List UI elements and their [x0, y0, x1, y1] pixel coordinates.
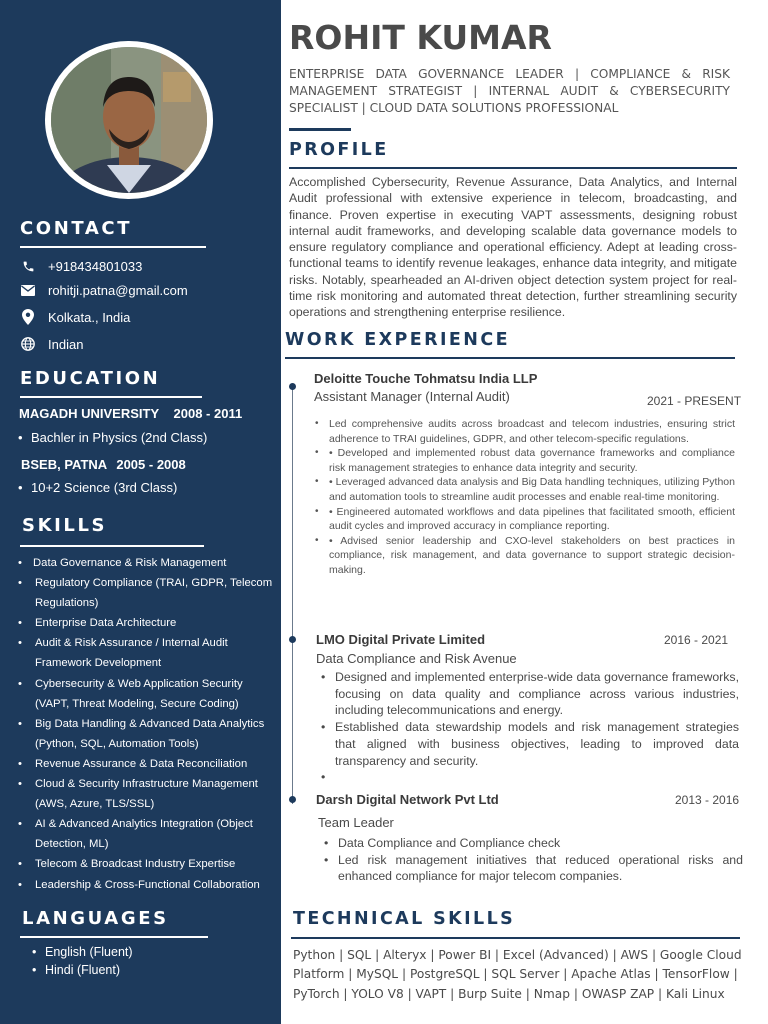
skill-item: • Data Governance & Risk Management — [33, 553, 277, 573]
language-item: • Hindi (Fluent) — [45, 962, 133, 980]
job-bullet: • • Developed and implemented robust data governance frameworks and compliance risk management strategies to enhance data integrity and security. — [329, 446, 735, 475]
skill-item: • Audit & Risk Assurance / Internal Audit Framework Development — [33, 633, 277, 673]
profile-divider — [289, 167, 737, 169]
job-role: Data Compliance and Risk Avenue — [316, 651, 517, 666]
job-bullet: • Led risk management initiatives that reduced operational risks and enhanced compliance for major telecom companies. — [338, 852, 743, 885]
skill-item: • AI & Advanced Analytics Integration (Object Detection, ML) — [33, 814, 277, 854]
job-bullets — [338, 835, 743, 885]
languages-divider — [20, 936, 208, 938]
job-bullets — [335, 669, 739, 786]
profile-heading: PROFILE — [289, 140, 389, 160]
education-institution: BSEB, PATNA — [21, 457, 107, 472]
skill-item: • Leadership & Cross-Functional Collaboration — [33, 875, 277, 895]
language-item: • English (Fluent) — [45, 944, 133, 962]
skill-item: • Cybersecurity & Web Application Security (VAPT, Threat Modeling, Secure Coding) — [33, 674, 277, 714]
contact-divider — [20, 246, 206, 248]
job-bullet: • • Leveraged advanced data analysis and Big Data handling techniques, utilizing Python and automation tools to streamline audit processes and enable real-time monitoring. — [329, 475, 735, 504]
job-company: Deloitte Touche Tohmatsu India LLP — [314, 371, 538, 386]
skill-item: • Regulatory Compliance (TRAI, GDPR, Telecom Regulations) — [33, 573, 277, 613]
education-years: 2008 - 2011 — [173, 406, 243, 421]
skill-item: • Big Data Handling & Advanced Data Analytics (Python, SQL, Automation Tools) — [33, 714, 277, 754]
contact-location — [20, 307, 130, 327]
job-role: Team Leader — [318, 815, 394, 830]
timeline-dot — [289, 383, 296, 390]
skills-heading: SKILLS — [22, 515, 108, 536]
contact-heading: CONTACT — [20, 218, 133, 239]
education-years: 2005 - 2008 — [116, 457, 186, 472]
professional-tagline: ENTERPRISE DATA GOVERNANCE LEADER | COMPLIANCE & RISK MANAGEMENT STRATEGIST | INTERNAL AUDIT & CYBERSECURITY SPECIALIST | CLOUD DATA SOLUTIONS PROFESSIONAL — [289, 67, 730, 115]
skill-item: • Telecom & Broadcast Industry Expertise — [33, 854, 277, 874]
work-experience-divider — [285, 357, 735, 359]
job-dates: 2016 - 2021 — [664, 633, 729, 647]
job-bullet: • • Advised senior leadership and CXO-level stakeholders on best practices in compliance, risk management, and data governance to support strategic decision-making. — [329, 534, 735, 578]
skill-item: • Enterprise Data Architecture — [33, 613, 277, 633]
location-text: Kolkata., India — [48, 309, 131, 325]
education-degree: • Bachler in Physics (2nd Class) — [31, 430, 207, 445]
education-divider — [20, 396, 202, 398]
education-institution: MAGADH UNIVERSITY — [19, 406, 159, 421]
job-company: LMO Digital Private Limited — [316, 632, 486, 647]
languages-list — [45, 944, 133, 979]
job-bullet: • • Engineered automated workflows and data pipelines that facilitated smooth, efficient audit cycles and improved accuracy in compliance reporting. — [329, 505, 735, 534]
technical-skills-text: Python | SQL | Alteryx | Power BI | Excel (Advanced) | AWS | Google Cloud Platform | MySQL | PostgreSQL | SQL Server | Apache Atlas | TensorFlow | PyTorch | YOLO V8 | VAPT | Burp Suite | Nmap | OWASP ZAP | Kali Linux — [293, 948, 742, 1001]
contact-nationality — [20, 334, 83, 354]
education-entry-1 — [19, 406, 242, 421]
job-bullet: • Led comprehensive audits across broadcast and telecom industries, ensuring strict adherence to TRAI guidelines, GDPR, and other telecom-specific regulations. — [329, 417, 735, 446]
skill-item: • Revenue Assurance & Data Reconciliation — [33, 754, 277, 774]
timeline-dot — [289, 796, 296, 803]
job-bullet: • Data Compliance and Compliance check — [338, 835, 743, 852]
map-pin-icon — [20, 309, 36, 325]
email-address[interactable]: rohitji.patna@gmail.com — [48, 282, 188, 298]
phone-number[interactable]: +918434801033 — [48, 258, 143, 274]
job-dates: 2013 - 2016 — [675, 793, 740, 807]
languages-heading: LANGUAGES — [22, 908, 169, 929]
education-entry-2 — [21, 457, 186, 472]
profile-accent-bar — [289, 128, 351, 131]
education-degree: • 10+2 Science (3rd Class) — [31, 480, 177, 495]
job-company: Darsh Digital Network Pvt Ltd — [316, 792, 499, 807]
technical-skills-heading: TECHNICAL SKILLS — [293, 909, 516, 929]
contact-email — [20, 280, 188, 300]
profile-photo — [51, 47, 207, 193]
globe-icon — [20, 336, 36, 352]
candidate-name: ROHIT KUMAR — [289, 18, 552, 57]
envelope-icon — [20, 282, 36, 298]
job-bullet — [335, 769, 739, 786]
work-experience-heading: WORK EXPERIENCE — [285, 330, 510, 350]
timeline-line — [292, 386, 293, 804]
skills-list — [33, 553, 277, 895]
profile-summary: Accomplished Cybersecurity, Revenue Assurance, Data Analytics, and Internal Audit professional with extensive experience in telecom, broadcasting, and finance. Proven expertise in executing VAPT assessments, designing robust internal audit frameworks, and developing scalable data governance models to ensure regulatory compliance and operational efficiency. Adept at leading cross-functional teams to identify revenue leakages, enhance data integrity, and mitigate risks. Notably, spearheaded an AI-driven object detection system project for real-time risk monitoring and automated threat detection, further streamlining security operations and strengthening enterprise resilience. — [289, 175, 737, 320]
nationality-text: Indian — [48, 336, 84, 352]
skill-item: • Cloud & Security Infrastructure Management (AWS, Azure, TLS/SSL) — [33, 774, 277, 814]
technical-skills-divider — [291, 937, 740, 939]
job-bullets — [329, 417, 735, 578]
job-bullet: • Established data stewardship models and risk management strategies that aligned with business objectives, leading to improved data transparency and security. — [335, 719, 739, 769]
timeline-dot — [289, 636, 296, 643]
education-heading: EDUCATION — [20, 368, 161, 389]
job-bullet: • Designed and implemented enterprise-wide data governance frameworks, focusing on data quality and compliance across various industries, including telecommunications and energy. — [335, 669, 739, 719]
contact-phone — [20, 256, 142, 276]
job-dates: 2021 - PRESENT — [647, 394, 742, 408]
phone-icon — [20, 258, 36, 274]
skills-divider — [20, 545, 204, 547]
sidebar — [0, 0, 281, 1024]
job-role: Assistant Manager (Internal Audit) — [314, 389, 510, 404]
